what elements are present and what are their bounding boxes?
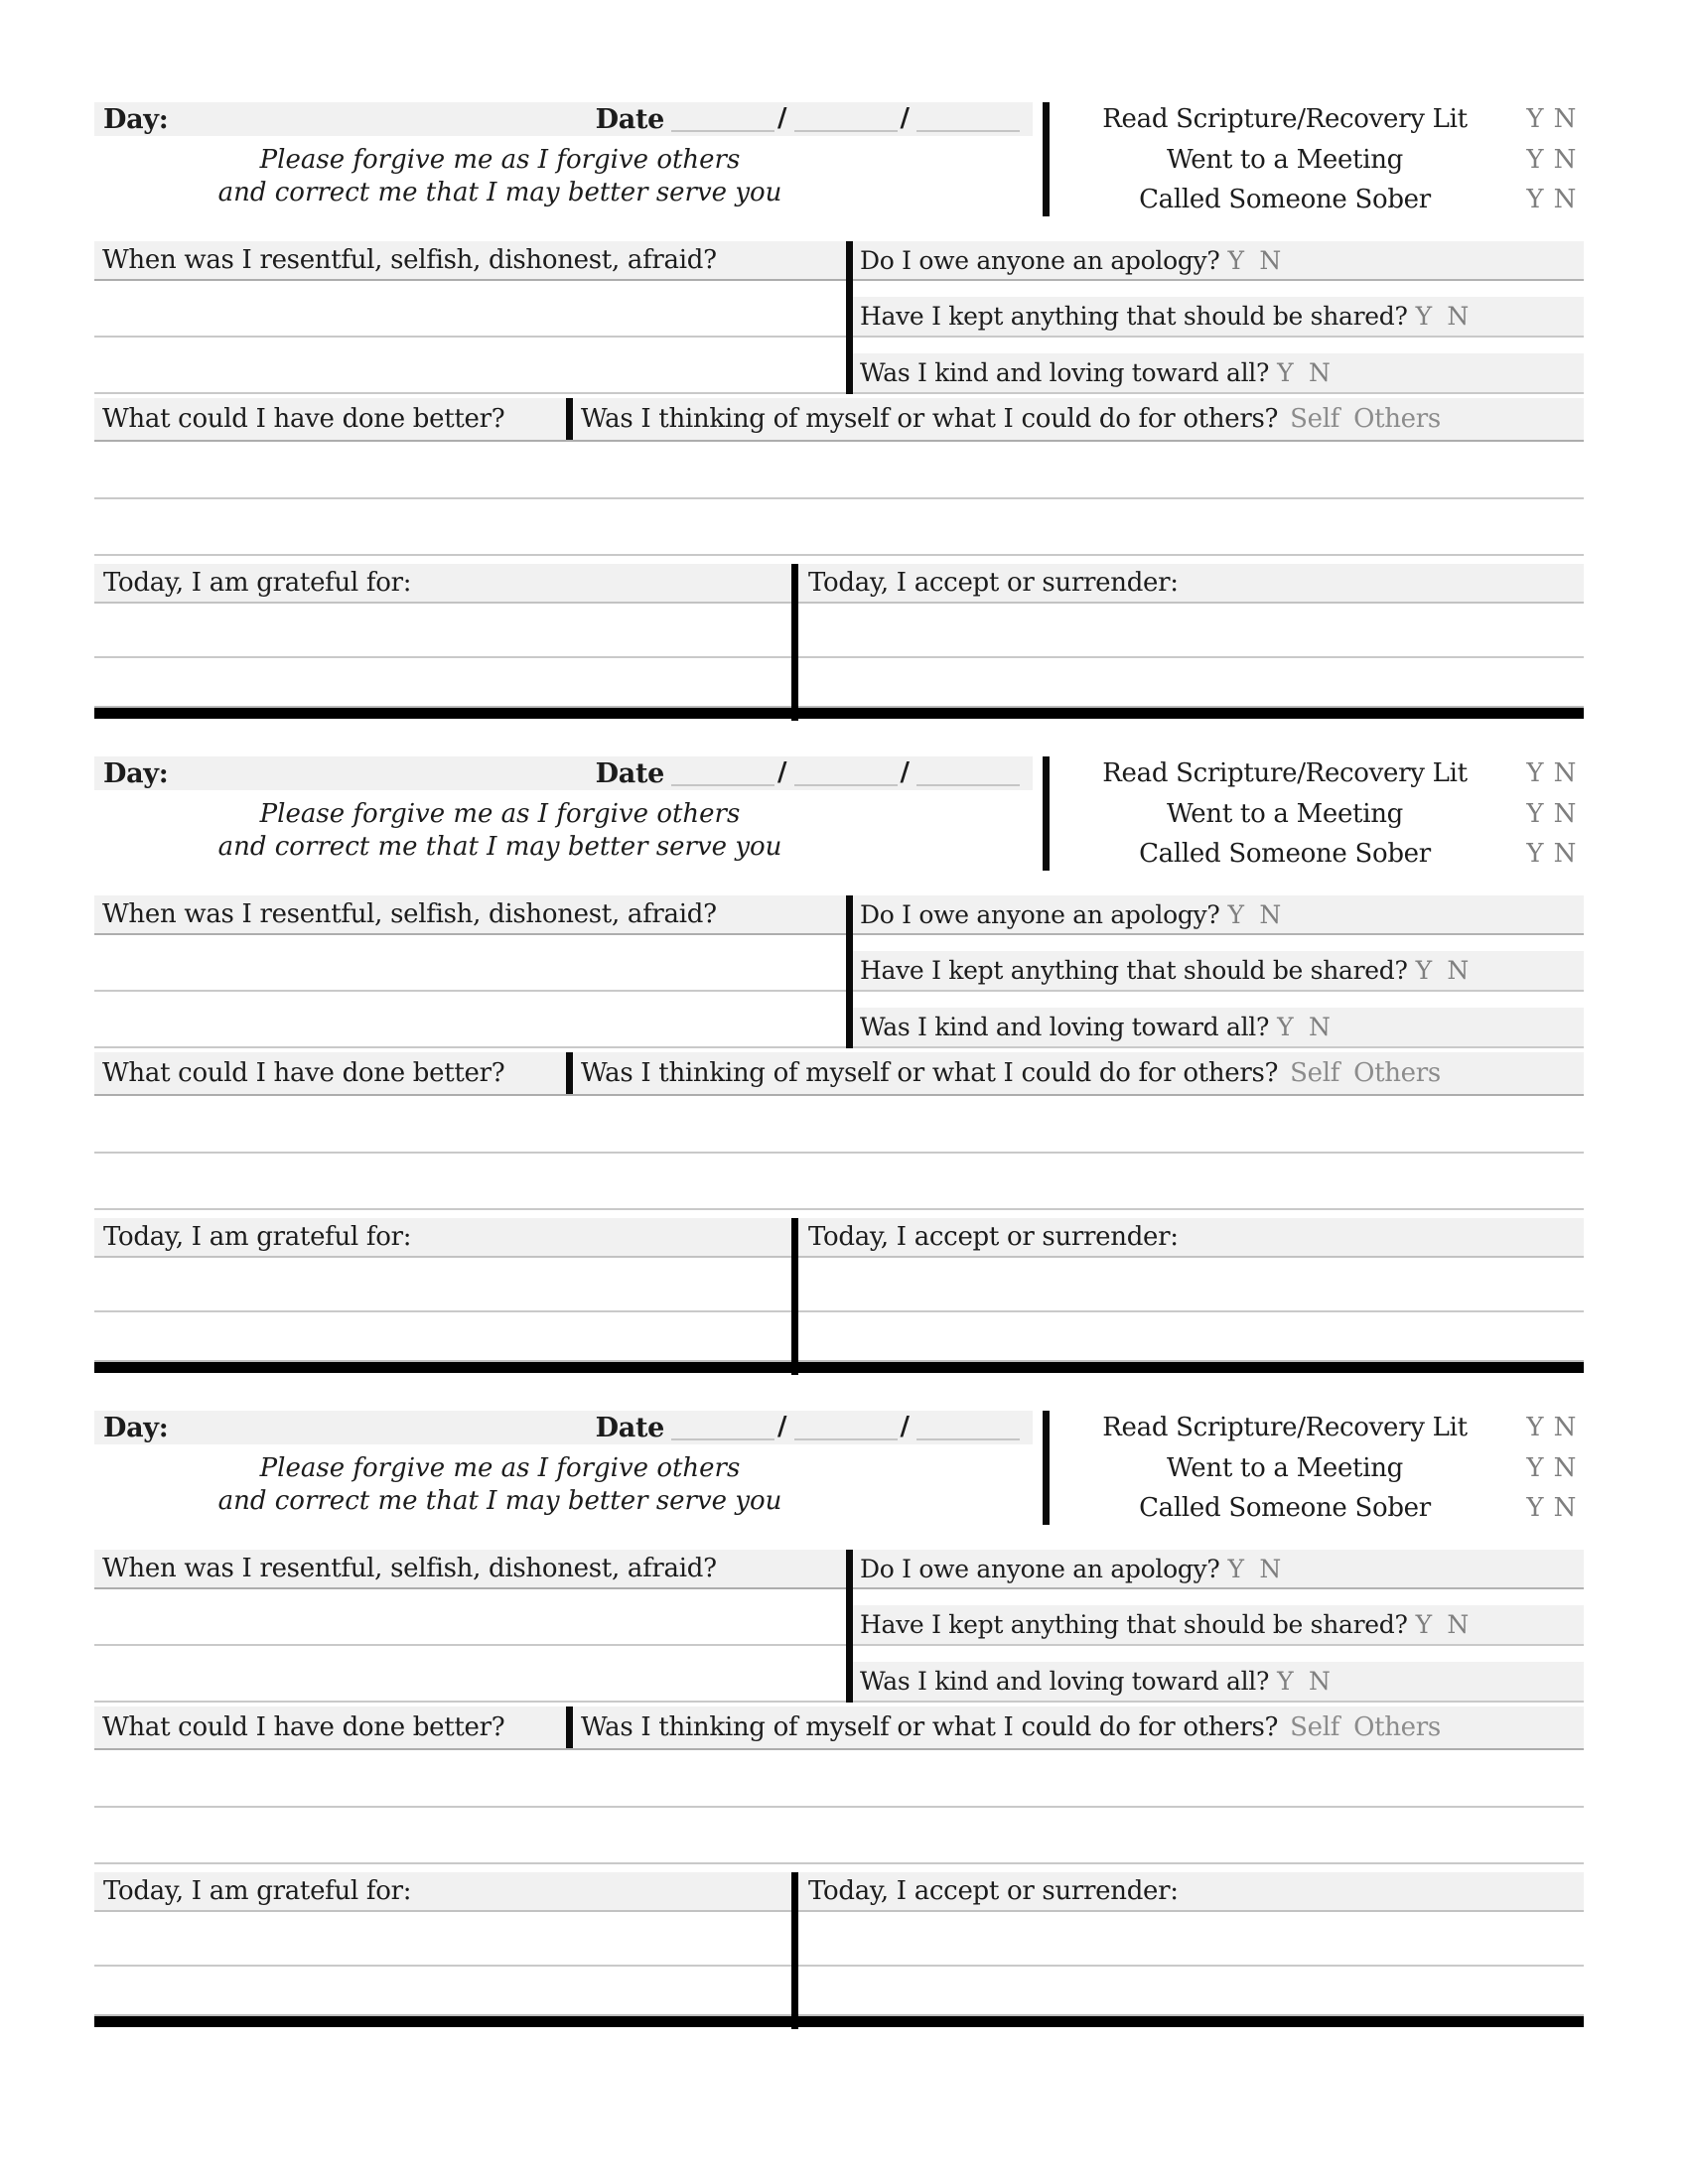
date-day-field[interactable] — [794, 762, 898, 786]
question-text: Do I owe anyone an apology? — [860, 1554, 1220, 1583]
checklist-label: Went to a Meeting — [1166, 1452, 1404, 1483]
checklist-row-meeting — [1050, 143, 1580, 177]
accept-surrender-label: Today, I accept or surrender: — [798, 1218, 1584, 1256]
inventory-row — [853, 992, 1584, 1048]
date-year-field[interactable] — [916, 1417, 1020, 1440]
checklist-label: Went to a Meeting — [1166, 144, 1404, 175]
inventory-left-column — [94, 1550, 846, 1703]
writing-area[interactable] — [94, 1312, 1584, 1360]
prayer-line-2: and correct me that I may better serve you — [217, 832, 782, 862]
inventory-row — [853, 935, 1584, 992]
checklist-row-scripture — [1050, 102, 1580, 136]
block-separator-bar — [94, 708, 1584, 719]
date-label: Date — [595, 1412, 664, 1443]
daily-checklist — [1050, 1411, 1584, 1525]
day-date-band — [94, 102, 1033, 136]
checklist-label: Read Scripture/Recovery Lit — [1102, 104, 1468, 134]
writing-line[interactable] — [94, 1589, 846, 1646]
header-zone — [94, 756, 1584, 871]
day-date-band — [94, 1411, 1033, 1444]
date-month-field[interactable] — [671, 762, 774, 786]
inventory-right-column — [853, 1550, 1584, 1703]
gratitude-zone — [94, 564, 1584, 721]
yes-no-options[interactable]: Y N — [1227, 245, 1281, 275]
date-label: Date — [595, 757, 664, 789]
no-option[interactable]: N — [1553, 798, 1577, 829]
yes-no-options[interactable]: Y N — [1227, 1554, 1281, 1583]
writing-line[interactable] — [94, 1096, 1584, 1154]
accept-surrender-label: Today, I accept or surrender: — [798, 1872, 1584, 1910]
prayer-line-1: Please forgive me as I forgive others — [259, 145, 741, 175]
inventory-zone — [94, 1550, 1584, 1703]
resentful-question: When was I resentful, selfish, dishonest, afraid? — [94, 1550, 846, 1589]
daily-inventory-block — [94, 756, 1584, 1377]
day-date-band — [94, 756, 1033, 790]
checklist-label: Called Someone Sober — [1139, 1493, 1431, 1523]
prayer-line-2: and correct me that I may better serve you — [217, 178, 782, 207]
reflection-vertical-divider — [566, 1706, 573, 1748]
yes-option[interactable]: Y — [1526, 1452, 1544, 1483]
date-label: Date — [595, 103, 664, 135]
inventory-zone — [94, 241, 1584, 394]
date-month-field[interactable] — [671, 108, 774, 132]
self-others-options[interactable]: Self Others — [1290, 404, 1441, 434]
no-option[interactable]: N — [1553, 144, 1577, 175]
question-text: Have I kept anything that should be shared? — [860, 302, 1408, 331]
date-separator: / — [777, 757, 787, 787]
self-others-question — [573, 1706, 1584, 1748]
header-vertical-divider — [1043, 756, 1050, 871]
writing-line[interactable] — [94, 935, 846, 992]
yes-no-options[interactable]: Y N — [1277, 1667, 1331, 1696]
inventory-row — [853, 281, 1584, 338]
block-separator-bar — [94, 1362, 1584, 1373]
writing-line[interactable] — [94, 1808, 1584, 1864]
yes-no-options[interactable]: Y N — [1277, 1013, 1331, 1041]
self-others-options[interactable]: Self Others — [1290, 1712, 1441, 1742]
checklist-label: Went to a Meeting — [1166, 798, 1404, 829]
resentful-question: When was I resentful, selfish, dishonest, afraid? — [94, 895, 846, 935]
kind-loving-question — [853, 1008, 1584, 1046]
yes-option[interactable]: Y — [1526, 1413, 1544, 1442]
yes-option[interactable]: Y — [1526, 839, 1544, 869]
yes-no-options[interactable]: Y N — [1415, 956, 1470, 985]
writing-line[interactable] — [94, 499, 1584, 556]
daily-inventory-block — [94, 102, 1584, 723]
daily-inventory-block — [94, 1411, 1584, 2031]
yes-option[interactable]: Y — [1526, 758, 1544, 788]
self-others-options[interactable]: Self Others — [1290, 1058, 1441, 1088]
date-separator: / — [777, 103, 787, 133]
date-day-field[interactable] — [794, 108, 898, 132]
grateful-for-label: Today, I am grateful for: — [94, 564, 791, 602]
checklist-row-meeting — [1050, 797, 1580, 831]
gratitude-zone — [94, 1872, 1584, 2029]
reflection-zone — [94, 398, 1584, 442]
date-separator: / — [900, 1412, 910, 1441]
no-option[interactable]: N — [1553, 758, 1577, 788]
kind-loving-question — [853, 353, 1584, 392]
question-text: Have I kept anything that should be shared? — [860, 956, 1408, 985]
date-separator: / — [900, 757, 910, 787]
no-option[interactable]: N — [1553, 185, 1577, 214]
question-text: Do I owe anyone an apology? — [860, 899, 1220, 929]
checklist-row-scripture — [1050, 756, 1580, 790]
inventory-row — [853, 338, 1584, 394]
prayer-text — [94, 144, 1033, 209]
done-better-question: What could I have done better? — [94, 1052, 566, 1094]
gratitude-zone — [94, 1218, 1584, 1375]
checklist-row-called-sober — [1050, 183, 1580, 216]
checklist-row-called-sober — [1050, 1491, 1580, 1525]
gratitude-vertical-divider — [791, 1218, 798, 1375]
no-option[interactable]: N — [1553, 1452, 1577, 1483]
yes-no-options[interactable]: Y N — [1277, 358, 1331, 387]
done-better-question: What could I have done better? — [94, 398, 566, 440]
apology-question — [853, 895, 1584, 935]
day-input-area[interactable] — [168, 1411, 403, 1444]
writing-line[interactable] — [94, 1646, 846, 1703]
no-option[interactable]: N — [1553, 1413, 1577, 1442]
writing-line[interactable] — [94, 281, 846, 338]
date-separator: / — [777, 1412, 787, 1441]
gratitude-vertical-divider — [791, 564, 798, 721]
inventory-left-column — [94, 241, 846, 394]
question-text: Was I thinking of myself or what I could do for others? — [581, 1058, 1279, 1088]
shared-question — [853, 1605, 1584, 1644]
grateful-for-label: Today, I am grateful for: — [94, 1872, 791, 1910]
page-content — [94, 102, 1584, 2065]
day-label: Day: — [103, 1412, 169, 1443]
day-input-area[interactable] — [168, 756, 403, 790]
yes-option[interactable]: Y — [1526, 104, 1544, 134]
reflection-zone — [94, 1052, 1584, 1096]
writing-area[interactable] — [94, 658, 1584, 706]
writing-line[interactable] — [94, 1912, 1584, 1967]
header-zone — [94, 102, 1584, 216]
prayer-line-1: Please forgive me as I forgive others — [259, 1453, 741, 1483]
header-left — [94, 102, 1033, 216]
reflection-vertical-divider — [566, 398, 573, 440]
inventory-zone — [94, 895, 1584, 1048]
accept-surrender-label: Today, I accept or surrender: — [798, 564, 1584, 602]
checklist-row-meeting — [1050, 1451, 1580, 1485]
prayer-text — [94, 1452, 1033, 1518]
inventory-vertical-divider — [846, 895, 853, 1048]
inventory-right-column — [853, 895, 1584, 1048]
writing-line[interactable] — [94, 442, 1584, 499]
shared-question — [853, 951, 1584, 990]
reflection-zone — [94, 1706, 1584, 1750]
yes-option[interactable]: Y — [1526, 144, 1544, 175]
self-others-question — [573, 1052, 1584, 1094]
daily-checklist — [1050, 756, 1584, 871]
question-text: Was I thinking of myself or what I could do for others? — [581, 1712, 1279, 1742]
yes-option[interactable]: Y — [1526, 185, 1544, 214]
checklist-label: Read Scripture/Recovery Lit — [1102, 1413, 1468, 1442]
prayer-text — [94, 798, 1033, 864]
no-option[interactable]: N — [1553, 839, 1577, 869]
grateful-for-label: Today, I am grateful for: — [94, 1218, 791, 1256]
question-text: Was I thinking of myself or what I could do for others? — [581, 404, 1279, 434]
day-input-area[interactable] — [168, 102, 403, 136]
inventory-vertical-divider — [846, 241, 853, 394]
header-left — [94, 1411, 1033, 1525]
header-left — [94, 756, 1033, 871]
checklist-row-called-sober — [1050, 837, 1580, 871]
question-text: Have I kept anything that should be shared? — [860, 1610, 1408, 1639]
no-option[interactable]: N — [1553, 104, 1577, 134]
self-others-question — [573, 398, 1584, 440]
yes-option[interactable]: Y — [1526, 1493, 1544, 1523]
no-option[interactable]: N — [1553, 1493, 1577, 1523]
gratitude-header-row — [94, 1218, 1584, 1258]
date-year-field[interactable] — [916, 108, 1020, 132]
writing-line[interactable] — [94, 604, 1584, 658]
question-text: Was I kind and loving toward all? — [860, 1667, 1270, 1696]
header-vertical-divider — [1043, 1411, 1050, 1525]
gratitude-header-row — [94, 564, 1584, 604]
gratitude-header-row — [94, 1872, 1584, 1912]
inventory-row — [853, 1646, 1584, 1703]
inventory-left-column — [94, 895, 846, 1048]
writing-line[interactable] — [94, 338, 846, 394]
checklist-row-scripture — [1050, 1411, 1580, 1444]
apology-question — [853, 241, 1584, 281]
block-separator-bar — [94, 2016, 1584, 2027]
prayer-line-2: and correct me that I may better serve you — [217, 1486, 782, 1516]
header-vertical-divider — [1043, 102, 1050, 216]
writing-line[interactable] — [94, 1154, 1584, 1210]
inventory-row — [853, 1589, 1584, 1646]
checklist-label: Read Scripture/Recovery Lit — [1102, 758, 1468, 788]
date-separator: / — [900, 103, 910, 133]
resentful-question: When was I resentful, selfish, dishonest, afraid? — [94, 241, 846, 281]
yes-no-options[interactable]: Y N — [1415, 302, 1470, 331]
gratitude-vertical-divider — [791, 1872, 798, 2029]
kind-loving-question — [853, 1662, 1584, 1701]
reflection-vertical-divider — [566, 1052, 573, 1094]
writing-line[interactable] — [94, 1750, 1584, 1808]
question-text: Was I kind and loving toward all? — [860, 358, 1270, 387]
checklist-label: Called Someone Sober — [1139, 839, 1431, 869]
prayer-line-1: Please forgive me as I forgive others — [259, 799, 741, 829]
yes-no-options[interactable]: Y N — [1415, 1610, 1470, 1639]
date-year-field[interactable] — [916, 762, 1020, 786]
date-month-field[interactable] — [671, 1417, 774, 1440]
done-better-question: What could I have done better? — [94, 1706, 566, 1748]
question-text: Was I kind and loving toward all? — [860, 1013, 1270, 1041]
writing-line[interactable] — [94, 992, 846, 1048]
date-day-field[interactable] — [794, 1417, 898, 1440]
yes-no-options[interactable]: Y N — [1227, 899, 1281, 929]
writing-area[interactable] — [94, 1967, 1584, 2014]
daily-checklist — [1050, 102, 1584, 216]
day-label: Day: — [103, 757, 169, 789]
question-text: Do I owe anyone an apology? — [860, 245, 1220, 275]
apology-question — [853, 1550, 1584, 1589]
inventory-right-column — [853, 241, 1584, 394]
checklist-label: Called Someone Sober — [1139, 185, 1431, 214]
yes-option[interactable]: Y — [1526, 798, 1544, 829]
inventory-vertical-divider — [846, 1550, 853, 1703]
header-zone — [94, 1411, 1584, 1525]
writing-line[interactable] — [94, 1258, 1584, 1312]
day-label: Day: — [103, 103, 169, 135]
shared-question — [853, 297, 1584, 336]
